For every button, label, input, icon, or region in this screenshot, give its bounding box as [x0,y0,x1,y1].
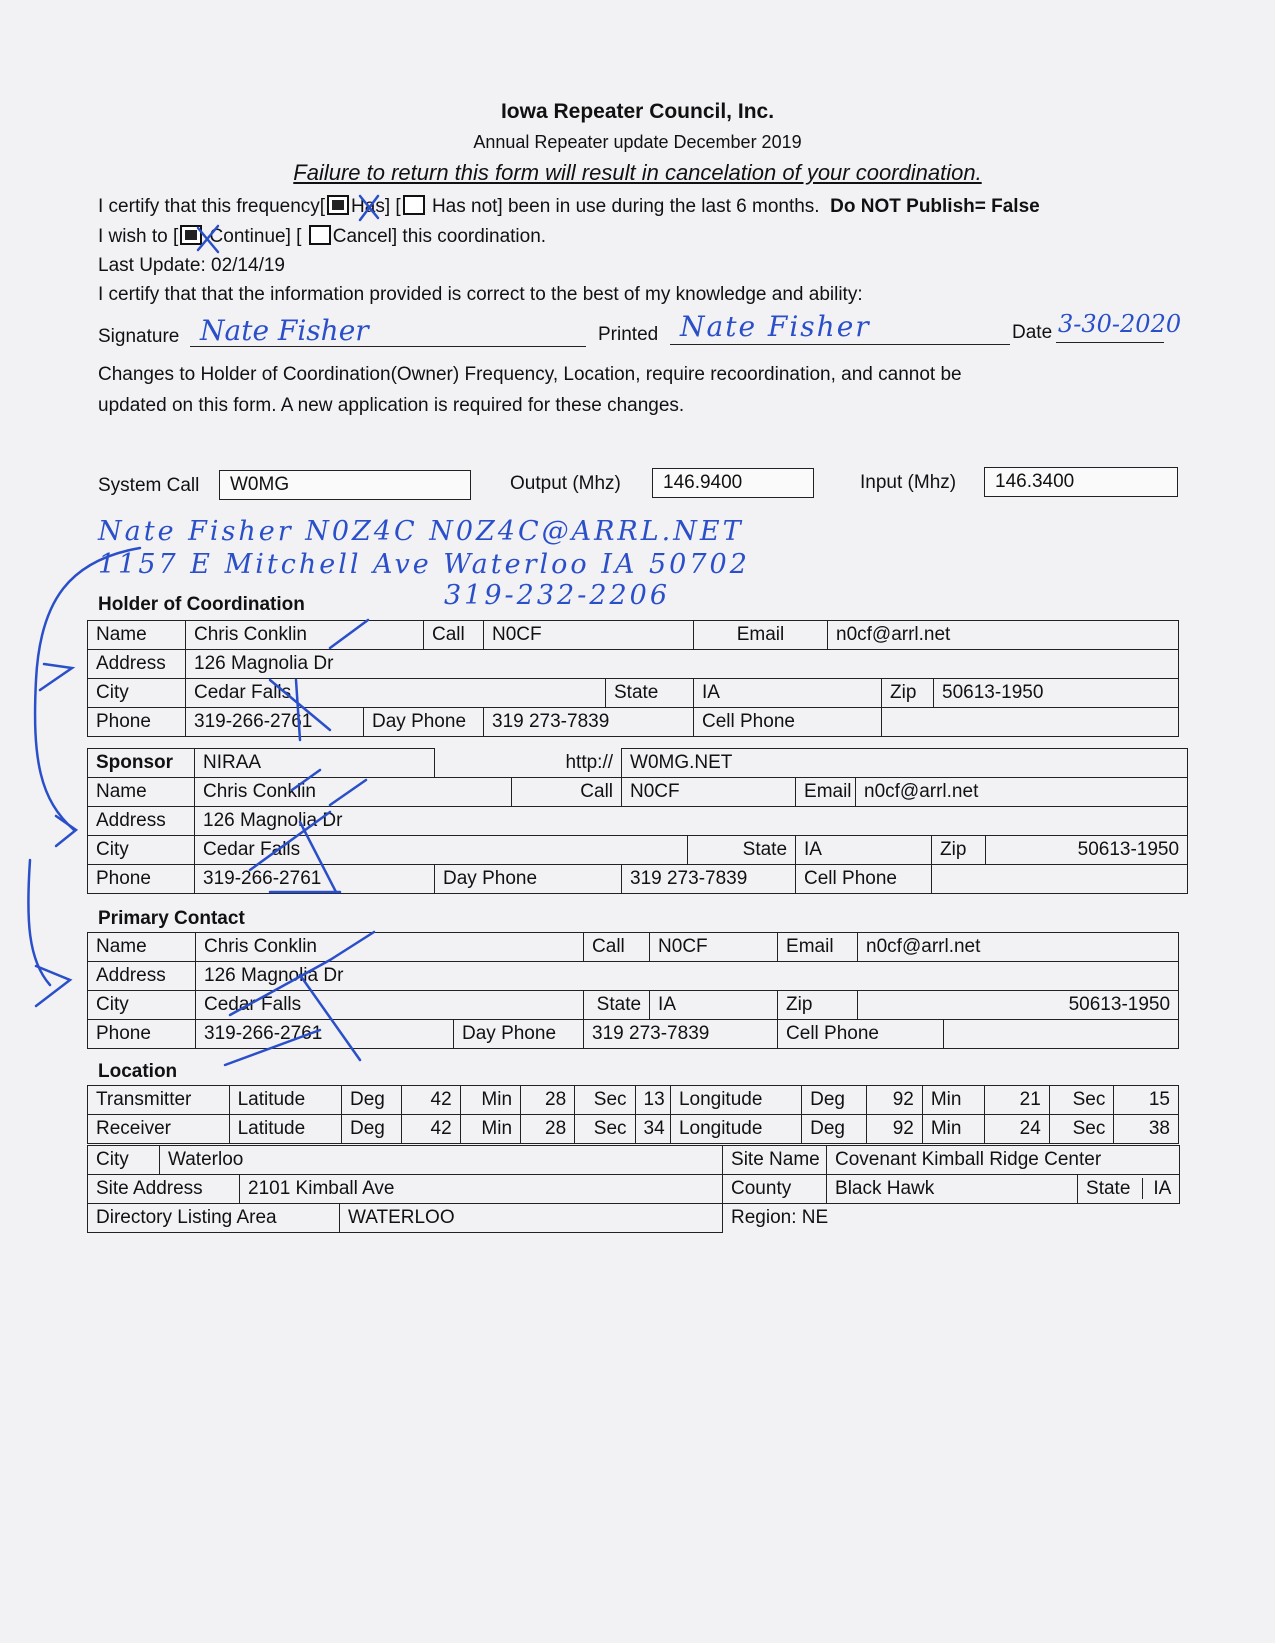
state-label: State [584,991,650,1020]
tx-lon-sec[interactable]: 15 [1114,1086,1179,1115]
city-label: City [88,836,195,865]
deg-label: Deg [802,1115,867,1144]
directory-row [88,1204,1180,1233]
email-label: Email [694,621,828,650]
longitude-label: Longitude [670,1115,801,1144]
location-coords-table [87,1085,1179,1144]
primary-name-row [88,933,1179,962]
changes-note-line1: Changes to Holder of Coordination(Owner) Frequency, Location, require recoordination, and cannot be [98,364,962,385]
city-label: City [88,679,186,708]
cancellation-warning: Failure to return this form will result in cancelation of your coordination. [293,160,982,185]
state-label: State [688,836,796,865]
site-address-label: Site Address [88,1175,240,1204]
tx-lat-min[interactable]: 28 [521,1086,575,1115]
email-label: Email [778,933,858,962]
deg-label: Deg [342,1086,402,1115]
transmitter-label: Transmitter [88,1086,230,1115]
has-not-label: Has not] been in use during the last 6 months. [431,196,820,217]
signature-label: Signature [98,326,180,347]
holder-address-value[interactable]: 126 Magnolia Dr [186,650,1179,679]
tx-lon-deg[interactable]: 92 [866,1086,922,1115]
holder-state-value[interactable]: IA [694,679,882,708]
sec-label: Sec [1049,1086,1114,1115]
handwritten-new-holder-line1: Nate Fisher N0Z4C N0Z4C@ARRL.NET [98,516,744,547]
primary-address-value[interactable]: 126 Magnolia Dr [196,962,1179,991]
sponsor-phone-row [88,865,1188,894]
sec-label: Sec [575,1086,635,1115]
name-label: Name [88,621,186,650]
directory-value[interactable]: WATERLOO [340,1204,723,1233]
cancel-label: Cancel] this coordination. [332,226,547,247]
primary-zip-value[interactable]: 50613-1950 [858,991,1179,1020]
rx-lon-sec[interactable]: 38 [1114,1115,1179,1144]
city-site-row [88,1146,1180,1175]
region-value: Region: NE [723,1204,1180,1233]
phone-label: Phone [88,865,195,894]
arrow-head-2 [56,816,76,846]
zip-label: Zip [778,991,858,1020]
zip-label: Zip [932,836,986,865]
call-label: Call [424,621,484,650]
latitude-label: Latitude [229,1115,341,1144]
sponsor-cell-phone-value[interactable] [932,865,1188,894]
county-label: County [723,1175,827,1204]
phone-label: Phone [88,1020,196,1049]
day-phone-label: Day Phone [364,708,484,737]
bracket-curve-2 [28,860,50,985]
primary-email-value[interactable]: n0cf@arrl.net [858,933,1179,962]
sponsor-city-row [88,836,1188,865]
primary-contact-heading: Primary Contact [98,908,245,929]
date-value[interactable]: 3-30-2020 [1058,310,1182,338]
site-name-value[interactable]: Covenant Kimball Ridge Center [827,1146,1180,1175]
primary-contact-table [87,932,1179,1049]
sponsor-email-value[interactable]: n0cf@arrl.net [856,778,1188,807]
address-label: Address [88,807,195,836]
sponsor-day-phone-value[interactable]: 319 273-7839 [622,865,796,894]
primary-state-value[interactable]: IA [650,991,778,1020]
zip-label: Zip [882,679,934,708]
name-label: Name [88,933,196,962]
rx-lon-deg[interactable]: 92 [866,1115,922,1144]
min-label: Min [460,1086,520,1115]
has-checkbox[interactable] [327,195,349,215]
site-name-label: Site Name [723,1146,827,1175]
cell-phone-label: Cell Phone [796,865,932,894]
sec-label: Sec [575,1115,635,1144]
state-label: State [1086,1178,1131,1199]
holder-city-row [88,679,1179,708]
primary-city-row [88,991,1179,1020]
handwritten-new-holder-line2: 1157 E Mitchell Ave Waterloo IA 50702 [98,549,750,580]
rx-lat-sec[interactable]: 34 [635,1115,670,1144]
sponsor-website-value[interactable]: W0MG.NET [622,749,1188,778]
primary-address-row [88,962,1179,991]
tx-lat-deg[interactable]: 42 [402,1086,460,1115]
sponsor-address-value[interactable]: 126 Magnolia Dr [195,807,1188,836]
sponsor-call-value[interactable]: N0CF [622,778,796,807]
sponsor-name-value[interactable]: Chris Conklin [195,778,512,807]
longitude-label: Longitude [670,1086,801,1115]
cancel-checkbox[interactable] [309,225,331,245]
holder-name-row [88,621,1179,650]
location-heading: Location [98,1061,178,1082]
rx-lat-deg[interactable]: 42 [402,1115,460,1144]
call-label: Call [584,933,650,962]
holder-city-value[interactable]: Cedar Falls [186,679,606,708]
changes-note-line2: updated on this form. A new application is required for these changes. [98,395,685,416]
location-site-table [87,1145,1180,1233]
coordination-choice-line [98,225,546,248]
primary-day-phone-value[interactable]: 319 273-7839 [584,1020,778,1049]
sponsor-table [87,748,1188,894]
printed-line [670,344,1010,345]
sponsor-address-row [88,807,1188,836]
primary-cell-phone-value[interactable] [944,1020,1179,1049]
address-label: Address [88,650,186,679]
printed-label: Printed [598,324,659,345]
latitude-label: Latitude [229,1086,341,1115]
certify-prefix: I certify that this frequency[ [98,196,326,217]
primary-city-value[interactable]: Cedar Falls [196,991,584,1020]
output-field[interactable]: 146.9400 [652,468,814,498]
holder-phone-row [88,708,1179,737]
system-call-label: System Call [98,475,200,496]
form-subtitle: Annual Repeater update December 2019 [473,132,802,152]
primary-phone-value[interactable]: 319-266-2761 [196,1020,454,1049]
sec-label: Sec [1049,1115,1114,1144]
primary-call-value[interactable]: N0CF [650,933,778,962]
call-label: Call [512,778,622,807]
system-call-field[interactable]: W0MG [219,470,471,500]
city-label: City [88,991,196,1020]
sponsor-value[interactable]: NIRAA [195,749,435,778]
signature-value[interactable]: Nate Fisher [200,314,369,347]
holder-day-phone-value[interactable]: 319 273-7839 [484,708,694,737]
deg-label: Deg [342,1115,402,1144]
transmitter-row [88,1086,1179,1115]
site-address-row [88,1175,1180,1204]
rx-lat-min[interactable]: 28 [521,1115,575,1144]
input-label: Input (Mhz) [860,472,957,493]
day-phone-label: Day Phone [435,865,622,894]
holder-zip-value[interactable]: 50613-1950 [934,679,1179,708]
site-address-value[interactable]: 2101 Kimball Ave [240,1175,723,1204]
tx-lat-sec[interactable]: 13 [635,1086,670,1115]
continue-label: Continue] [ [209,226,302,247]
min-label: Min [922,1086,984,1115]
sponsor-row [88,749,1188,778]
receiver-row [88,1115,1179,1144]
holder-heading: Holder of Coordination [98,594,305,615]
phone-label: Phone [88,708,186,737]
name-label: Name [88,778,195,807]
sponsor-label: Sponsor [88,749,195,778]
receiver-label: Receiver [88,1115,230,1144]
sponsor-state-value[interactable]: IA [796,836,932,865]
min-label: Min [460,1115,520,1144]
state-label: State [606,679,694,708]
primary-phone-row [88,1020,1179,1049]
rx-lon-min[interactable]: 24 [985,1115,1050,1144]
tx-lon-min[interactable]: 21 [985,1086,1050,1115]
holder-call-value[interactable]: N0CF [484,621,694,650]
min-label: Min [922,1115,984,1144]
cell-phone-label: Cell Phone [778,1020,944,1049]
holder-email-value[interactable]: n0cf@arrl.net [828,621,1179,650]
holder-name-value[interactable]: Chris Conklin [186,621,424,650]
has-not-checkbox[interactable] [403,195,425,215]
sponsor-city-value[interactable]: Cedar Falls [195,836,688,865]
day-phone-label: Day Phone [454,1020,584,1049]
form-title: Iowa Repeater Council, Inc. [500,100,775,123]
sponsor-phone-value[interactable]: 319-266-2761 [195,865,435,894]
location-city-value[interactable]: Waterloo [160,1146,723,1175]
certification-statement: I certify that that the information provided is correct to the best of my knowledge and ability: [98,284,863,305]
sponsor-zip-value[interactable]: 50613-1950 [986,836,1188,865]
wish-prefix: I wish to [ [98,226,179,247]
deg-label: Deg [802,1086,867,1115]
has-label: Has] [ [351,196,401,217]
http-label: http:// [435,749,622,778]
primary-name-value[interactable]: Chris Conklin [196,933,584,962]
holder-phone-value[interactable]: 319-266-2761 [186,708,364,737]
holder-table [87,620,1179,737]
arrow-head-1 [40,664,72,690]
email-label: Email [796,778,856,807]
last-update: Last Update: 02/14/19 [98,255,285,276]
continue-checkbox[interactable] [180,225,202,245]
sponsor-name-row [88,778,1188,807]
address-label: Address [88,962,196,991]
handwritten-new-holder-phone: 319-232-2206 [444,580,671,611]
county-value[interactable]: Black Hawk [827,1175,1078,1204]
date-label: Date [1012,322,1053,343]
output-label: Output (Mhz) [510,473,621,494]
printed-name-value[interactable]: Nate Fisher [680,310,871,343]
frequency-use-line [98,195,1040,218]
holder-address-row [88,650,1179,679]
directory-label: Directory Listing Area [88,1204,340,1233]
holder-cell-phone-value[interactable] [882,708,1179,737]
city-label: City [88,1146,160,1175]
cell-phone-label: Cell Phone [694,708,882,737]
do-not-publish-flag: Do NOT Publish= False [830,196,1040,217]
arrow-head-3 [36,966,70,1006]
location-state-value[interactable]: IA [1142,1178,1171,1199]
date-line [1056,342,1164,343]
location-state-cell [1078,1175,1180,1204]
input-field[interactable]: 146.3400 [984,467,1178,497]
